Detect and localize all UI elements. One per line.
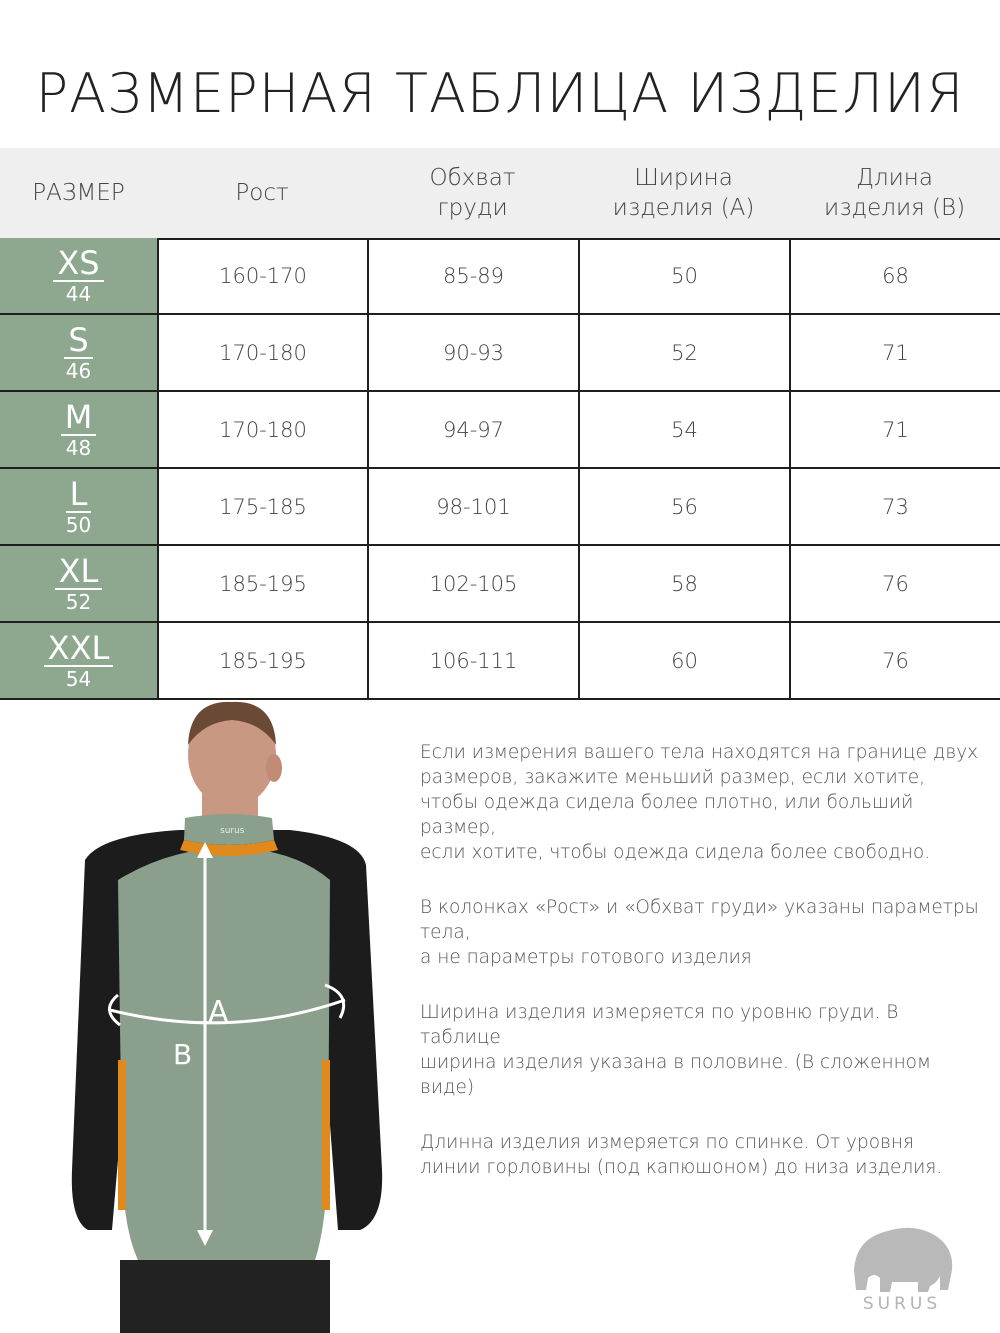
header-chest-line2: груди xyxy=(437,195,508,221)
size-ru-number: 46 xyxy=(65,359,92,383)
orange-accent-left xyxy=(118,1060,126,1210)
jersey-back-panel xyxy=(118,848,330,1260)
note-body-params: В колонках «Рост» и «Обхват груди» указаны параметры тела, а не параметры готового изделия xyxy=(420,897,979,968)
table-header xyxy=(0,148,1000,238)
size-cell xyxy=(0,469,157,544)
chest-cell: 102-105 xyxy=(367,546,578,621)
header-height xyxy=(157,148,367,238)
size-ru-number: 52 xyxy=(65,590,92,614)
brand-name: SURUS xyxy=(862,1294,942,1312)
note-size-boundary: Если измерения вашего тела находятся на границе двух размеров, закажите меньший размер, если хотите, чтобы одежда сидела более плотно, или больший размер, если хотите, чтобы одежда сидела более свободно. xyxy=(420,742,979,863)
height-cell: 185-195 xyxy=(157,623,367,698)
width-cell: 54 xyxy=(578,392,789,467)
height-cell: 170-180 xyxy=(157,392,367,467)
label-a: A xyxy=(208,995,229,1030)
surus-logo xyxy=(844,1212,960,1312)
size-letter: XS xyxy=(53,246,103,282)
collar-text: surus xyxy=(220,826,245,836)
header-width-line2: изделия (А) xyxy=(612,195,755,221)
table-row xyxy=(0,469,1000,546)
size-ru-number: 48 xyxy=(65,436,92,460)
size-table xyxy=(0,238,1000,700)
header-length xyxy=(789,148,1000,238)
chest-cell: 106-111 xyxy=(367,623,578,698)
page-title: РАЗМЕРНАЯ ТАБЛИЦА ИЗДЕЛИЯ xyxy=(35,62,965,125)
header-height-label: Рост xyxy=(235,180,289,206)
size-letter: M xyxy=(61,400,97,436)
size-cell xyxy=(0,546,157,621)
size-letter: S xyxy=(64,323,92,359)
model-figure xyxy=(60,700,390,1333)
chest-cell: 98-101 xyxy=(367,469,578,544)
notes-block xyxy=(420,740,980,1210)
length-cell: 76 xyxy=(789,623,1000,698)
length-cell: 71 xyxy=(789,392,1000,467)
chest-cell: 85-89 xyxy=(367,238,578,313)
ear-shape xyxy=(266,754,282,782)
size-letter: XXL xyxy=(44,631,114,667)
size-letter: L xyxy=(66,477,92,513)
header-width xyxy=(578,148,789,238)
size-cell xyxy=(0,623,157,698)
size-ru-number: 50 xyxy=(65,513,92,537)
header-length-line2: изделия (В) xyxy=(823,195,966,221)
size-cell xyxy=(0,238,157,313)
width-cell: 50 xyxy=(578,238,789,313)
width-cell: 60 xyxy=(578,623,789,698)
header-size-label: РАЗМЕР xyxy=(32,180,125,206)
size-letter: XL xyxy=(55,554,103,590)
header-length-line1: Длина xyxy=(856,165,933,191)
table-row xyxy=(0,623,1000,700)
height-cell: 185-195 xyxy=(157,546,367,621)
header-chest-line1: Обхват xyxy=(429,165,516,191)
table-row xyxy=(0,546,1000,623)
table-row xyxy=(0,392,1000,469)
width-cell: 52 xyxy=(578,315,789,390)
note-width-measure: Ширина изделия измеряется по уровню груди. В таблице ширина изделия указана в половине. (В сложенном виде) xyxy=(420,1002,931,1098)
size-ru-number: 54 xyxy=(65,667,92,691)
header-width-line1: Ширина xyxy=(634,165,733,191)
height-cell: 170-180 xyxy=(157,315,367,390)
width-cell: 58 xyxy=(578,546,789,621)
table-row xyxy=(0,238,1000,315)
length-cell: 71 xyxy=(789,315,1000,390)
chest-cell: 94-97 xyxy=(367,392,578,467)
chest-cell: 90-93 xyxy=(367,315,578,390)
table-row xyxy=(0,315,1000,392)
elephant-icon xyxy=(854,1228,952,1292)
width-cell: 56 xyxy=(578,469,789,544)
length-cell: 76 xyxy=(789,546,1000,621)
length-cell: 68 xyxy=(789,238,1000,313)
size-cell xyxy=(0,392,157,467)
header-chest xyxy=(367,148,578,238)
header-size xyxy=(0,148,157,238)
height-cell: 160-170 xyxy=(157,238,367,313)
length-cell: 73 xyxy=(789,469,1000,544)
note-length-measure: Длинна изделия измеряется по спинке. От уровня линии горловины (под капюшоном) до низа изделия. xyxy=(420,1132,943,1178)
height-cell: 175-185 xyxy=(157,469,367,544)
label-b: B xyxy=(173,1038,193,1071)
size-ru-number: 44 xyxy=(65,282,92,306)
size-cell xyxy=(0,315,157,390)
pants-shape xyxy=(120,1260,330,1333)
orange-accent-right xyxy=(322,1060,330,1210)
